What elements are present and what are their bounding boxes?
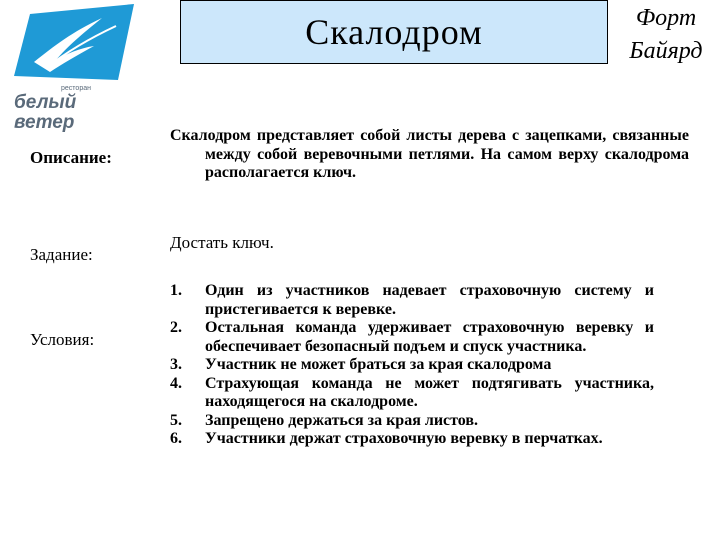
description-label: Описание: [30, 148, 112, 167]
condition-item [170, 412, 654, 431]
condition-text: Страхующая команда не может подтягивать участника, находящегося на скалодроме. [205, 374, 654, 410]
condition-text: Запрещено держаться за края листов. [205, 411, 479, 429]
condition-number: 2. [170, 319, 182, 336]
task-text: Достать ключ. [170, 233, 274, 252]
page-title: Скалодром [180, 0, 608, 64]
condition-item [170, 375, 654, 412]
brand-line-2: Байярд [629, 38, 703, 64]
condition-text: Участники держат страховочную веревку в перчатках. [205, 430, 603, 447]
conditions-list [170, 282, 654, 449]
condition-text: Участник не может браться за края скалодрома [205, 356, 552, 373]
description-text: Скалодром представляет собой листы дерева с зацепками, связанные между собой веревочными петлями. На самом верху скалодрома располагается ключ. [170, 127, 689, 181]
condition-item [170, 319, 654, 356]
logo-caption-small: ресторан [61, 85, 91, 92]
seagull-wing-icon [6, 2, 138, 134]
task-label: Задание: [30, 245, 93, 264]
restaurant-logo [6, 2, 138, 134]
condition-number: 6. [170, 430, 182, 447]
condition-item [170, 430, 654, 449]
brand-title [614, 2, 718, 68]
condition-text: Один из участников надевает страховочную систему и пристегивается к веревке. [205, 282, 654, 318]
brand-line-1: Форт [635, 5, 697, 31]
condition-number: 3. [170, 356, 182, 373]
condition-item [170, 282, 654, 319]
condition-number: 5. [170, 411, 182, 429]
conditions-label: Условия: [30, 330, 95, 349]
condition-text: Остальная команда удерживает страховочную веревку и обеспечивает безопасный подъем и спуск участника. [205, 319, 654, 355]
logo-caption-line1: белый [14, 92, 77, 113]
condition-item [170, 356, 654, 375]
condition-number: 1. [170, 282, 182, 299]
condition-number: 4. [170, 374, 182, 392]
logo-caption-line2: ветер [14, 112, 75, 133]
